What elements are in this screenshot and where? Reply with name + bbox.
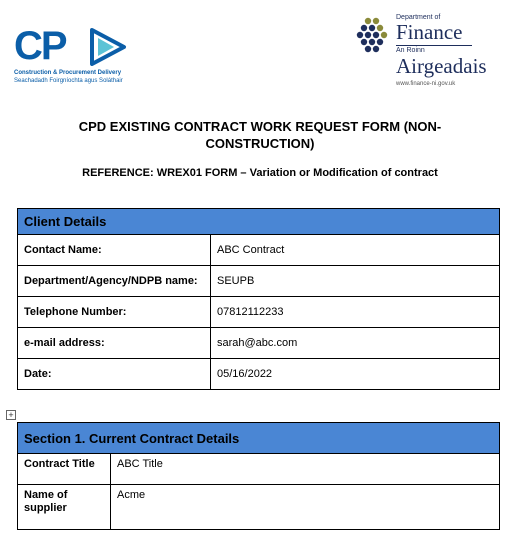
telephone-label: Telephone Number: (18, 297, 211, 328)
contact-name-field[interactable]: ABC Contract (211, 235, 500, 266)
section1-header-row (18, 423, 500, 454)
section1-heading: Section 1. Current Contract Details (18, 423, 500, 454)
supplier-name-field[interactable]: Acme (111, 485, 500, 530)
telephone-field[interactable]: 07812112233 (211, 297, 500, 328)
dof-finance-text: Finance (396, 20, 463, 44)
department-field[interactable]: SEUPB (211, 266, 500, 297)
supplier-name-label: Name of supplier (18, 485, 111, 530)
form-title: CPD EXISTING CONTRACT WORK REQUEST FORM (NON-CONSTRUCTION) (78, 119, 442, 151)
client-details-table (17, 208, 500, 390)
table-row (18, 297, 500, 328)
date-label: Date: (18, 359, 211, 390)
dof-honeycomb-icon (356, 16, 392, 56)
table-row (18, 235, 500, 266)
dof-airgeadais-text: Airgeadais (396, 54, 487, 78)
client-details-heading: Client Details (18, 209, 500, 235)
dof-roinn-text: An Roinn (396, 47, 425, 54)
dof-divider (396, 45, 472, 46)
table-row (18, 328, 500, 359)
table-row (18, 266, 500, 297)
client-details-header-row (18, 209, 500, 235)
table-row (18, 485, 500, 530)
table-row (18, 454, 500, 485)
cpd-logo (14, 24, 124, 88)
email-field[interactable]: sarah@abc.com (211, 328, 500, 359)
cpd-logo-letters: CP (14, 24, 66, 68)
dof-url-text: www.finance-ni.gov.uk (396, 81, 456, 87)
email-label: e-mail address: (18, 328, 211, 359)
contract-title-label: Contract Title (18, 454, 111, 485)
section1-table (17, 422, 500, 530)
cpd-logo-line1: Construction & Procurement Delivery (14, 70, 122, 76)
contract-title-field[interactable]: ABC Title (111, 454, 500, 485)
date-field[interactable]: 05/16/2022 (211, 359, 500, 390)
dof-dept-text: Department of (396, 14, 441, 21)
table-row (18, 359, 500, 390)
department-label: Department/Agency/NDPB name: (18, 266, 211, 297)
dof-logo (356, 14, 506, 94)
cpd-play-icon (88, 28, 128, 66)
contact-name-label: Contact Name: (18, 235, 211, 266)
cpd-logo-line2: Seachadadh Foirgníochta agus Soláthair (14, 78, 123, 84)
table-move-handle-icon[interactable]: + (6, 410, 16, 420)
form-reference: REFERENCE: WREX01 FORM – Variation or Modification of contract (82, 167, 438, 179)
